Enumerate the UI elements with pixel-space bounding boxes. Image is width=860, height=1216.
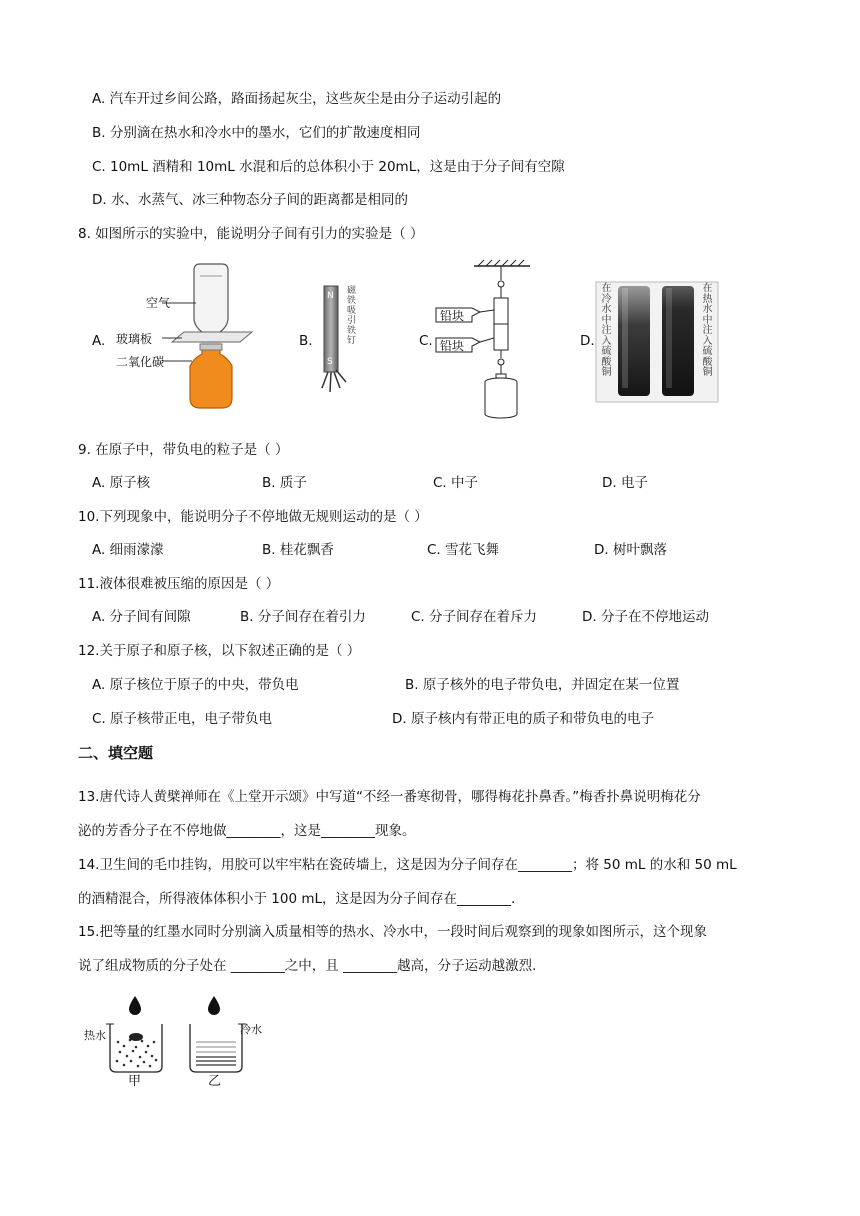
q8-option-c-label: C. xyxy=(419,333,433,349)
q14-line-1: 14.卫生间的毛巾挂钩，用胶可以牢牢粘在瓷砖墙上，这是因为分子间存在________；将 50 mL 的水和 50 mL xyxy=(78,857,737,873)
q11-stem: 11.液体很难被压缩的原因是（ ） xyxy=(78,576,280,592)
q8-figure-b xyxy=(318,282,358,402)
q15-line-1: 15.把等量的红墨水同时分别滴入质量相等的热水、冷水中，一段时间后观察到的现象如图所示，这个现象 xyxy=(78,924,707,940)
label-co2: 二氧化碳 xyxy=(116,355,165,369)
label-glass-plate: 玻璃板 xyxy=(116,332,153,346)
q8-option-d-label: D. xyxy=(580,333,595,349)
q12-option-a: A. 原子核位于原子的中央，带负电 xyxy=(92,677,299,693)
label-s-pole: S xyxy=(327,357,333,367)
label-lead-block-bottom: 铅块 xyxy=(440,339,465,353)
label-magnet-attracts-nails: 磁铁吸引铁钉 xyxy=(346,286,356,346)
label-cold-water: 冷水 xyxy=(240,1023,262,1036)
q9-option-a: A. 原子核 xyxy=(92,475,151,491)
q8-option-b-label: B. xyxy=(299,333,313,349)
q9-option-d: D. 电子 xyxy=(602,475,648,491)
q11-option-c: C. 分子间存在着斥力 xyxy=(411,609,538,625)
label-beaker-yi: 乙 xyxy=(208,1074,222,1089)
q15-line-2: 说了组成物质的分子处在 ________之中，且 ________越高，分子运动越激烈. xyxy=(78,958,537,974)
q13-line-2: 泌的芳香分子在不停地做________，这是________现象。 xyxy=(78,823,416,839)
q12-option-b: B. 原子核外的电子带负电，并固定在某一位置 xyxy=(405,677,680,693)
q12-option-c: C. 原子核带正电，电子带负电 xyxy=(92,711,273,727)
label-hot-water-cuso4: 在热水中注入硫酸铜 xyxy=(702,283,713,378)
label-hot-water: 热水 xyxy=(84,1029,106,1042)
cylinders-photo xyxy=(596,282,718,402)
q8-option-a-label: A. xyxy=(92,333,106,349)
q8-figure-c xyxy=(434,258,544,424)
q11-option-a: A. 分子间有间隙 xyxy=(92,609,191,625)
label-n-pole: N xyxy=(327,291,334,301)
q12-option-d: D. 原子核内有带正电的质子和带负电的电子 xyxy=(392,711,654,727)
q15-figure xyxy=(84,990,284,1090)
q8-figure-d xyxy=(596,282,718,402)
q13-line-1: 13.唐代诗人黄檗禅师在《上堂开示颂》中写道“不经一番寒彻骨，哪得梅花扑鼻香。”梅香扑鼻说明梅花分 xyxy=(78,789,701,805)
label-beaker-jia: 甲 xyxy=(128,1074,142,1089)
q11-option-b: B. 分子间存在着引力 xyxy=(240,609,366,625)
q9-option-c: C. 中子 xyxy=(433,475,479,491)
q14-line-2: 的酒精混合，所得液体体积小于 100 mL，这是因为分子间存在________. xyxy=(78,891,516,907)
q7-option-c: C. 10mL 酒精和 10mL 水混和后的总体积小于 20mL，这是由于分子间有空隙 xyxy=(92,159,565,175)
section-heading-fill-in: 二、填空题 xyxy=(78,744,154,762)
beakers-diagram xyxy=(84,990,284,1090)
q8-figure-a xyxy=(110,258,260,418)
q7-option-a: A. 汽车开过乡间公路，路面扬起灰尘，这些灰尘是由分子运动引起的 xyxy=(92,91,502,107)
q7-option-d: D. 水、水蒸气、冰三种物态分子间的距离都是相同的 xyxy=(92,192,408,208)
q10-option-a: A. 细雨濛濛 xyxy=(92,542,164,558)
q7-option-b: B. 分别滴在热水和冷水中的墨水，它们的扩散速度相同 xyxy=(92,125,421,141)
q10-stem: 10.下列现象中，能说明分子不停地做无规则运动的是（ ） xyxy=(78,509,428,525)
q12-stem: 12.关于原子和原子核，以下叙述正确的是（ ） xyxy=(78,643,361,659)
label-air: 空气 xyxy=(146,296,171,310)
q9-option-b: B. 质子 xyxy=(262,475,307,491)
q10-option-c: C. 雪花飞舞 xyxy=(427,542,500,558)
q9-stem: 9. 在原子中，带负电的粒子是（ ） xyxy=(78,442,289,458)
q8-stem: 8. 如图所示的实验中，能说明分子间有引力的实验是（ ） xyxy=(78,226,424,242)
label-lead-block-top: 铅块 xyxy=(440,309,465,323)
q10-option-d: D. 树叶飘落 xyxy=(594,542,667,558)
q11-option-d: D. 分子在不停地运动 xyxy=(582,609,709,625)
q10-option-b: B. 桂花飘香 xyxy=(262,542,334,558)
label-cold-water-cuso4: 在冷水中注入硫酸铜 xyxy=(601,283,612,378)
